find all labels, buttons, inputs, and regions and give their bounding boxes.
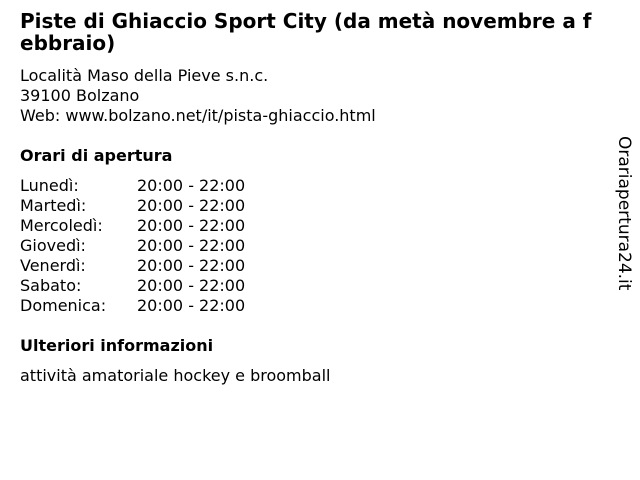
hours-day: Mercoledì: (20, 216, 103, 235)
additional-info-heading: Ulteriori informazioni (20, 336, 214, 355)
hours-row-friday (20, 256, 600, 276)
address-block (20, 66, 600, 126)
hours-time: 20:00 - 22:00 (137, 276, 246, 295)
address-street: Località Maso della Pieve s.n.c. (20, 66, 269, 85)
hours-time: 20:00 - 22:00 (137, 236, 246, 255)
hours-day: Martedì: (20, 196, 87, 215)
hours-day: Giovedì: (20, 236, 86, 255)
opening-hours-heading: Orari di apertura (20, 146, 173, 165)
hours-day: Sabato: (20, 276, 82, 295)
site-watermark: Orariaperturа24.it (614, 136, 634, 291)
venue-card (20, 10, 600, 386)
hours-time: 20:00 - 22:00 (137, 216, 246, 235)
hours-time: 20:00 - 22:00 (137, 256, 246, 275)
hours-time: 20:00 - 22:00 (137, 196, 246, 215)
hours-time: 20:00 - 22:00 (137, 176, 246, 195)
opening-hours-table (20, 176, 600, 316)
hours-row-tuesday (20, 196, 600, 216)
additional-info-text: attività amatoriale hockey e broomball (20, 366, 331, 385)
page-title: Piste di Ghiaccio Sport City (da metà novembre a febbraio) (20, 9, 592, 55)
hours-row-saturday (20, 276, 600, 296)
hours-row-thursday (20, 236, 600, 256)
hours-row-monday (20, 176, 600, 196)
hours-time: 20:00 - 22:00 (137, 296, 246, 315)
website-link[interactable]: Web: www.bolzano.net/it/pista-ghiaccio.html (20, 106, 376, 125)
hours-day: Lunedì: (20, 176, 79, 195)
address-city: 39100 Bolzano (20, 86, 140, 105)
hours-row-wednesday (20, 216, 600, 236)
hours-row-sunday (20, 296, 600, 316)
hours-day: Domenica: (20, 296, 107, 315)
hours-day: Venerdì: (20, 256, 86, 275)
